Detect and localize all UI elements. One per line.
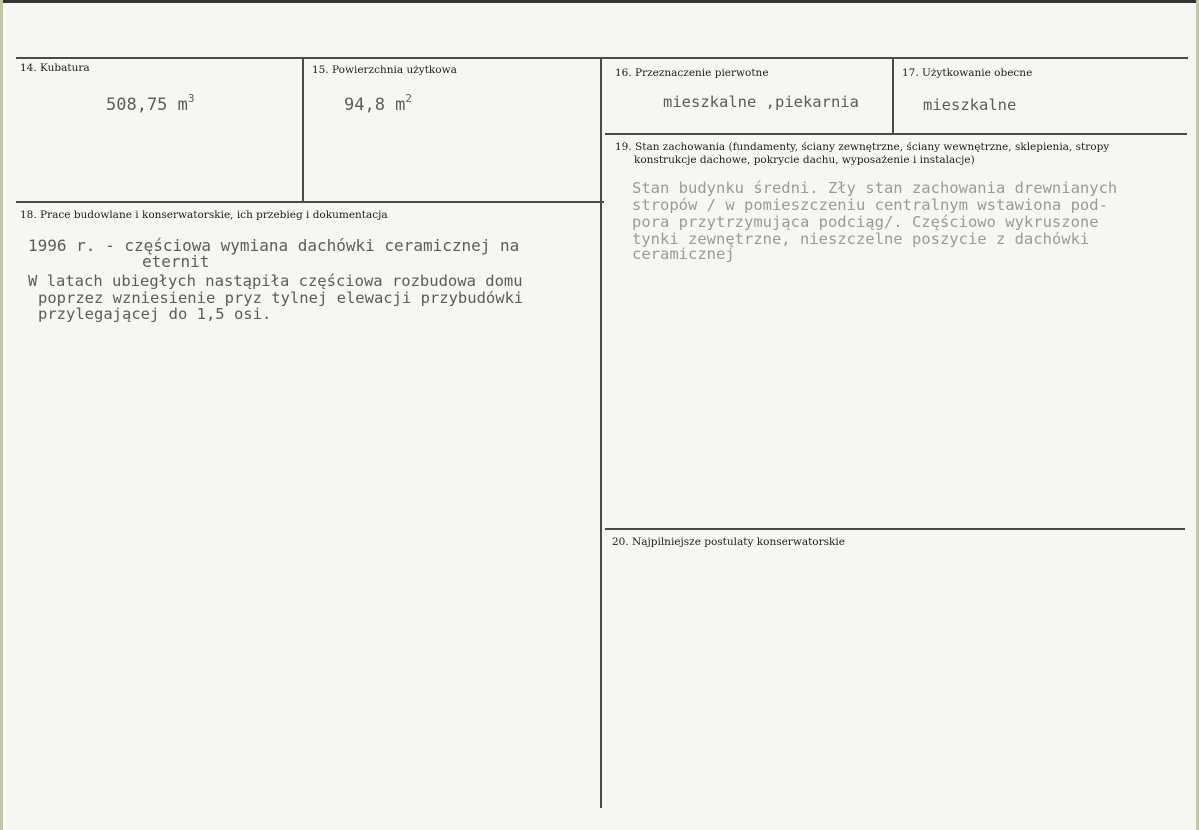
field-16-label: 16. Przeznaczenie pierwotne xyxy=(615,67,769,79)
field-18-line: przylegającej do 1,5 osi. xyxy=(38,305,272,323)
field-18-label: 18. Prace budowlane i konserwatorskie, ich przebieg i dokumentacja xyxy=(20,209,388,221)
card-edge-left xyxy=(0,0,3,830)
volume-value: 508,75 m xyxy=(106,95,188,115)
field-14-label: 14. Kubatura xyxy=(20,62,90,74)
field-17-label: 17. Użytkowanie obecne xyxy=(902,67,1033,79)
field-19-label-line2: konstrukcje dachowe, pokrycie dachu, wyposażenie i instalacje) xyxy=(634,154,975,166)
volume-unit-exponent: 3 xyxy=(187,92,195,105)
field-18-line: poprzez wzniesienie pryz tylnej elewacji przybudówki xyxy=(38,289,524,307)
field-19-line: tynki zewnętrzne, nieszczelne poszycie z dachówki xyxy=(632,230,1090,248)
field-19-line: Stan budynku średni. Zły stan zachowania drewnianych xyxy=(632,179,1118,197)
area-value: 94,8 m xyxy=(344,95,406,115)
field-19-label-line1: 19. Stan zachowania (fundamenty, ściany zewnętrzne, ściany wewnętrzne, sklepienia, stropy xyxy=(615,141,1110,153)
field-19-line: stropów / w pomieszczeniu centralnym wstawiona pod- xyxy=(632,196,1108,214)
field-18-line: eternit xyxy=(142,252,210,271)
row2-rule-right xyxy=(605,133,1187,135)
field-16-value: mieszkalne ,piekarnia xyxy=(663,93,859,111)
divider-14-15 xyxy=(302,58,304,202)
top-rule xyxy=(16,57,1188,59)
field-15-label: 15. Powierzchnia użytkowa xyxy=(312,64,457,76)
field-19-line: pora przytrzymująca podciąg/. Częściowo wykruszone xyxy=(632,213,1099,231)
divider-main xyxy=(600,58,602,808)
field-18-line: W latach ubiegłych nastąpiła częściowa rozbudowa domu xyxy=(28,272,523,290)
field-20-label: 20. Najpilniejsze postulaty konserwatorskie xyxy=(612,536,845,548)
divider-16-17 xyxy=(892,58,894,134)
field-19-line: ceramicznej xyxy=(632,245,735,263)
row2-rule-left xyxy=(16,201,604,203)
row3-rule-right xyxy=(605,528,1185,530)
area-unit-exponent: 2 xyxy=(405,92,413,105)
field-14-value xyxy=(106,90,195,114)
field-17-value: mieszkalne xyxy=(923,96,1017,114)
field-15-value xyxy=(344,90,412,114)
field-18-line: 1996 r. - częściowa wymiana dachówki ceramicznej na xyxy=(28,236,520,255)
